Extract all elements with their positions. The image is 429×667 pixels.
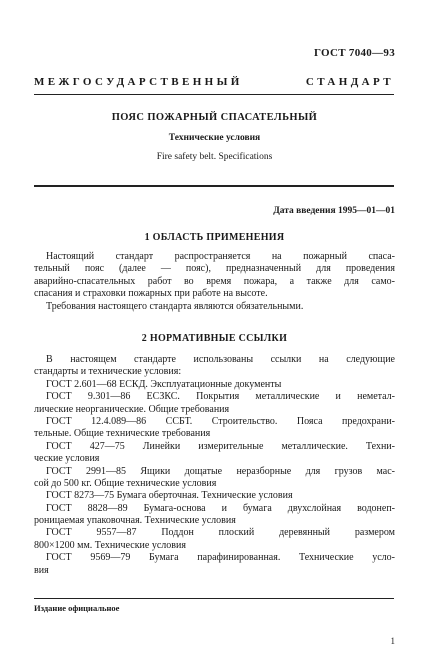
introduction-date: Дата введения 1995—01—01 [273, 206, 395, 216]
reference-line: ГОСТ 9.301—86 ЕСЗКС. Покрытия металлические и неметал- [46, 391, 395, 403]
document-subtitle: Технические условия [168, 133, 261, 143]
text-line: 800×1200 мм. Технические условия [34, 539, 186, 551]
text-line: роницаемая упаковочная. Технические условия [34, 515, 236, 527]
reference-line: ГОСТ 8828—89 Бумага-основа и бумага двухслойная водонеп- [46, 502, 395, 514]
text-line: сой до 500 кг. Общие технические условия [34, 477, 217, 489]
reference-line: ГОСТ 8273—75 Бумага оберточная. Технические условия [46, 490, 293, 502]
reference-line: ГОСТ 2.601—68 ЕСКД. Эксплуатационные документы [46, 378, 282, 390]
header-divider [34, 94, 394, 95]
text-line: лические неорганические. Общие требования [34, 403, 230, 415]
document-title: ПОЯС ПОЖАРНЫЙ СПАСАТЕЛЬНЫЙ [111, 112, 318, 123]
text-line: В настоящем стандарте использованы ссылки на следующие [46, 354, 395, 365]
text-line: стандарты и технические условия: [34, 366, 182, 378]
text-line: Требования настоящего стандарта являются обязательными. [46, 300, 304, 312]
page-number: 1 [390, 636, 395, 646]
text-line: спасания и страховки пожарных при работе на высоте. [34, 288, 268, 300]
english-title: Fire safety belt. Specifications [156, 152, 273, 162]
section-heading-references: 2 НОРМАТИВНЫЕ ССЫЛКИ [141, 333, 288, 344]
text-line: ческие условия [34, 453, 100, 465]
reference-line: ГОСТ 9569—79 Бумага парафинированная. Технические усло- [46, 552, 395, 564]
standard-number: ГОСТ 7040—93 [313, 47, 395, 59]
title-divider [34, 185, 394, 187]
text-line: Настоящий стандарт распространяется на пожарный спаса- [46, 251, 395, 262]
text-line: тельный пояс (далее — пояс), предназначенный для проведения [34, 263, 395, 275]
text-line: аварийно-спасательных работ во время пожара, а также для само- [34, 275, 395, 287]
section-heading-scope: 1 ОБЛАСТЬ ПРИМЕНЕНИЯ [144, 232, 285, 243]
reference-line: ГОСТ 427—75 Линейки измерительные металлические. Техни- [46, 440, 395, 452]
section-body-scope [34, 251, 395, 313]
reference-line: ГОСТ 12.4.089—86 ССБТ. Строительство. Пояса предохрани- [46, 415, 395, 427]
section-body-references [34, 354, 395, 577]
reference-line: ГОСТ 9557—87 Поддон плоский деревянный размером [46, 527, 395, 539]
standard-type-banner: МЕЖГОСУДАРСТВЕННЫЙ СТАНДАРТ [34, 76, 394, 88]
text-line: вия [34, 564, 49, 576]
reference-line: ГОСТ 2991—85 Ящики дощатые неразборные для грузов мас- [46, 465, 395, 477]
footer-divider [34, 598, 394, 599]
edition-note: Издание официальное [34, 603, 120, 613]
text-line: тельные. Общие технические требования [34, 428, 211, 440]
